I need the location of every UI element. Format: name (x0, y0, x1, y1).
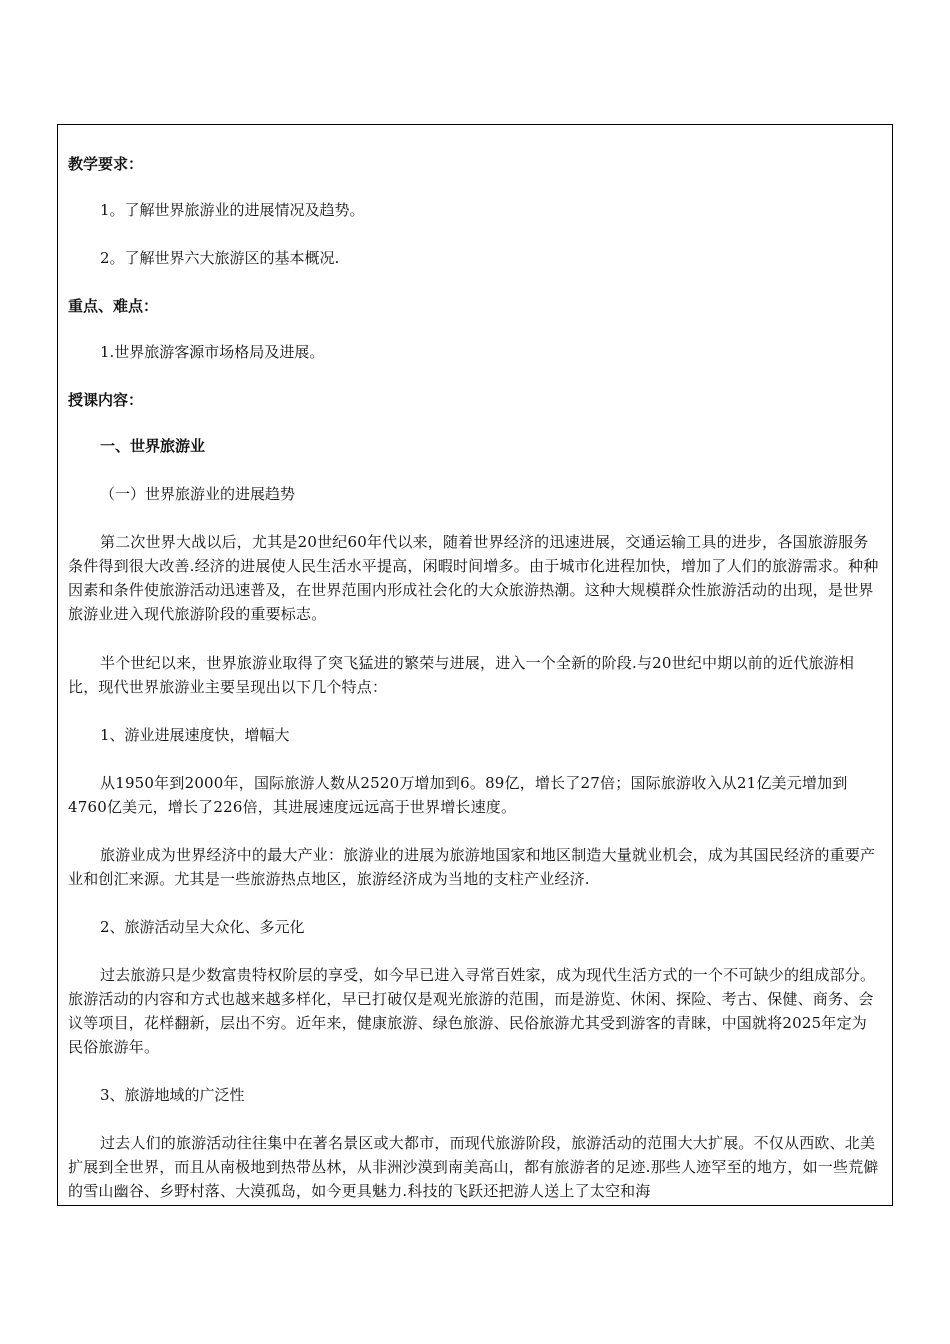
body-paragraph: 过去旅游只是少数富贵特权阶层的享受，如今早已进入寻常百姓家，成为现代生活方式的一个不可缺少的组成部分。旅游活动的内容和方式也越来越多样化，早已打破仅是观光旅游的范围，而是游览、休闲、探险、考古、保健、商务、会议等项目，花样翻新，层出不穷。近年来，健康旅游、绿色旅游、民俗旅游尤其受到游客的青睐，中国就将2025年定为民俗旅游年。 (68, 966, 876, 1056)
point-title: 1、游业进展速度快，增幅大 (100, 726, 290, 744)
key-points-heading: 重点、难点： (68, 297, 159, 315)
body-paragraph: 过去人们的旅游活动往往集中在著名景区或大都市，而现代旅游阶段，旅游活动的范围大大扩展。不仅从西欧、北美扩展到全世界，而且从南极地到热带丛林，从非洲沙漠到南美高山，都有旅游者的足迹.那些人迹罕至的地方，如一些荒僻的雪山幽谷、乡野村落、大漠孤岛，如今更具魅力.科技的飞跃还把游人送上了太空和海 (68, 1134, 879, 1200)
key-point-item: 1.世界旅游客源市场格局及进展。 (100, 343, 325, 361)
requirement-item: 2。了解世界六大旅游区的基本概况. (100, 249, 340, 267)
subsection-title: （一）世界旅游业的进展趋势 (100, 485, 296, 503)
requirement-item: 1。了解世界旅游业的进展情况及趋势。 (100, 201, 365, 219)
point-title: 2、旅游活动呈大众化、多元化 (100, 918, 305, 936)
section-title: 一、世界旅游业 (100, 437, 206, 455)
document-content (68, 152, 882, 1203)
teaching-requirements-heading: 教学要求： (68, 155, 144, 173)
point-title: 3、旅游地域的广泛性 (100, 1086, 245, 1104)
body-paragraph: 旅游业成为世界经济中的最大产业：旅游业的进展为旅游地国家和地区制造大量就业机会，成为其国民经济的重要产业和创汇来源。尤其是一些旅游热点地区，旅游经济成为当地的支柱产业经济. (68, 846, 876, 888)
document-frame (57, 124, 893, 1206)
body-paragraph: 从1950年到2000年，国际旅游人数从2520万增加到6。89亿，增长了27倍；国际旅游收入从21亿美元增加到4760亿美元，增长了226倍，其进展速度远远高于世界增长速度。 (68, 774, 848, 816)
body-paragraph: 第二次世界大战以后，尤其是20世纪60年代以来，随着世界经济的迅速进展，交通运输工具的进步，各国旅游服务条件得到很大改善.经济的进展使人民生活水平提高，闲暇时间增多。由于城市化进程加快，增加了人们的旅游需求。种种因素和条件使旅游活动迅速普及，在世界范围内形成社会化的大众旅游热潮。这种大规模群众性旅游活动的出现，是世界旅游业进入现代旅游阶段的重要标志。 (68, 533, 879, 623)
body-paragraph: 半个世纪以来，世界旅游业取得了突飞猛进的繁荣与进展，进入一个全新的阶段.与20世纪中期以前的近代旅游相比，现代世界旅游业主要呈现出以下几个特点： (68, 654, 855, 696)
lecture-content-heading: 授课内容： (68, 391, 144, 409)
